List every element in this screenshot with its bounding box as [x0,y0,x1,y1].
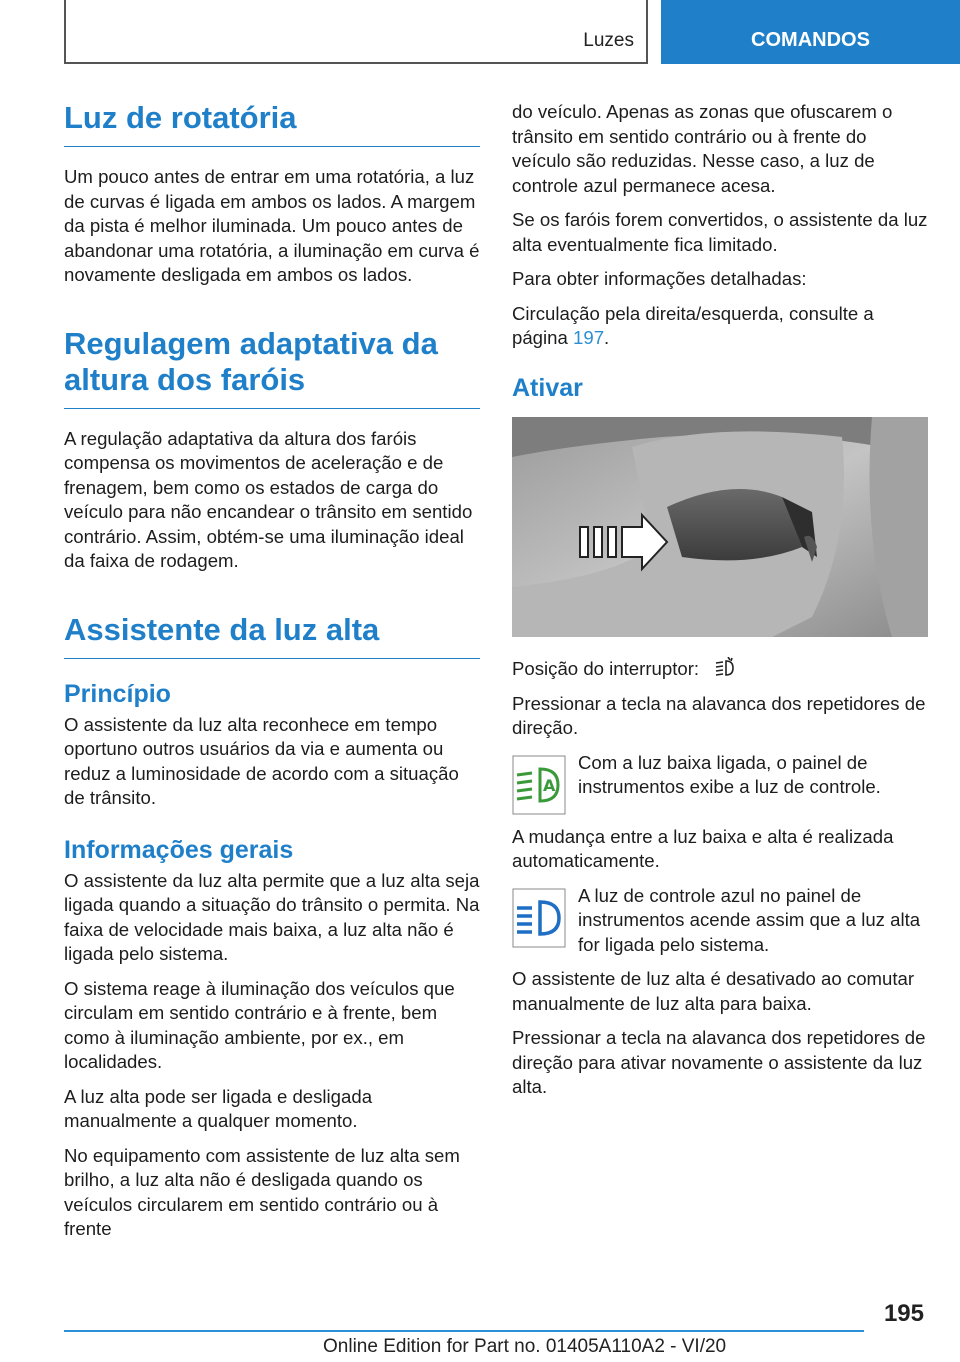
heading-ativar: Ativar [512,373,583,402]
para-cont-2: Se os faróis forem convertidos, o assistente da luz alta eventualmente fica limitado. [512,209,928,255]
turn-signal-lever-image [512,417,928,637]
para-desativado: O assistente de luz alta é desativado ao comutar manualmente de luz alta para baixa. [512,968,915,1014]
icon-row-blue [512,884,928,958]
para-pressionar: Pressionar a tecla na alavanca dos repetidores de direção. [512,692,926,738]
header-section: Luzes [583,30,634,51]
para-cont-3: Para obter informações detalhadas: [512,268,807,289]
heading-principio: Princípio [64,679,171,708]
para-posicao [512,657,928,682]
para-principio: O assistente da luz alta reconhece em tempo oportuno outros usuários da via e aumenta ou reduz a luminosidade de acordo com a situação de trânsito. [64,713,459,808]
heading-assistente: Assistente da luz alta [64,612,480,659]
para-regulagem: A regulação adaptativa da altura dos faróis compensa os movimentos de aceleração e de frenagem, bem como os estados de carga do veículo para não encandear o trânsito em sentido contrário. Assim, obtém-se uma iluminação ideal da faixa de rodagem. [64,427,473,571]
right-column [512,100,928,1110]
para-cont-4-end: . [604,327,610,348]
green-control-light-icon [512,755,566,815]
para-icon-2: A luz de controle azul no painel de instrumentos acende assim que a luz alta for ligada pelo sistema. [578,884,921,955]
para-cont-4 [512,302,928,351]
para-info-1: O assistente da luz alta permite que a luz alta seja ligada quando a situação do trânsito o permita. Na faixa de velocidade mais baixa, a luz alta não é ligada pelo sistema. [64,869,480,964]
icon-row-green [512,751,928,815]
left-column [64,100,480,1252]
para-cont-4-text: Circulação pela direita/esquerda, consulte a página [512,302,874,348]
para-mudanca: A mudança entre a luz baixa e alta é realizada automaticamente. [512,825,894,871]
headlight-assist-switch-icon [712,657,736,679]
para-pressionar-2: Pressionar a tecla na alavanca dos repetidores de direção para ativar novamente o assistente da luz alta. [512,1027,926,1097]
footer-edition: Online Edition for Part no. 01405A110A2 - VI/20 [323,1336,727,1357]
para-posicao-text: Posição do interruptor: [512,658,700,679]
para-cont-1: do veículo. Apenas as zonas que ofuscarem o trânsito em sentido contrário ou à frente do veículo são reduzidas. Nesse caso, a luz de controle azul permanece acesa. [512,101,893,196]
heading-regulagem: Regulagem adaptativa da altura dos faróis [64,326,480,409]
page-number: 195 [883,1300,924,1327]
header-box [64,0,648,64]
footer-divider [64,1330,864,1332]
para-rotatoria: Um pouco antes de entrar em uma rotatória, a luz de curvas é ligada em ambos os lados. A margem da pista é melhor iluminada. Um pouco antes de abandonar uma rotatória, a iluminação em curva é novamente desligada em ambos os lados. [64,166,480,285]
svg-text:A: A [543,775,556,795]
page-link-197[interactable]: 197 [573,327,605,348]
para-info-3: A luz alta pode ser ligada e desligada manualmente a qualquer momento. [64,1085,373,1131]
heading-informacoes: Informações gerais [64,835,294,864]
para-info-4: No equipamento com assistente de luz alta sem brilho, a luz alta não é desligada quando os veículos circularem em sentido contrário ou à frente [64,1144,460,1239]
heading-rotatoria: Luz de rotatória [64,100,480,147]
para-info-2: O sistema reage à iluminação dos veículos que circulam em sentido contrário e à frente, bem como à iluminação ambiente, por ex., em localidades. [64,977,455,1072]
para-icon-1: Com a luz baixa ligada, o painel de instrumentos exibe a luz de controle. [578,751,881,797]
blue-control-light-icon [512,888,566,948]
header-chapter-tab: COMANDOS [661,0,960,64]
